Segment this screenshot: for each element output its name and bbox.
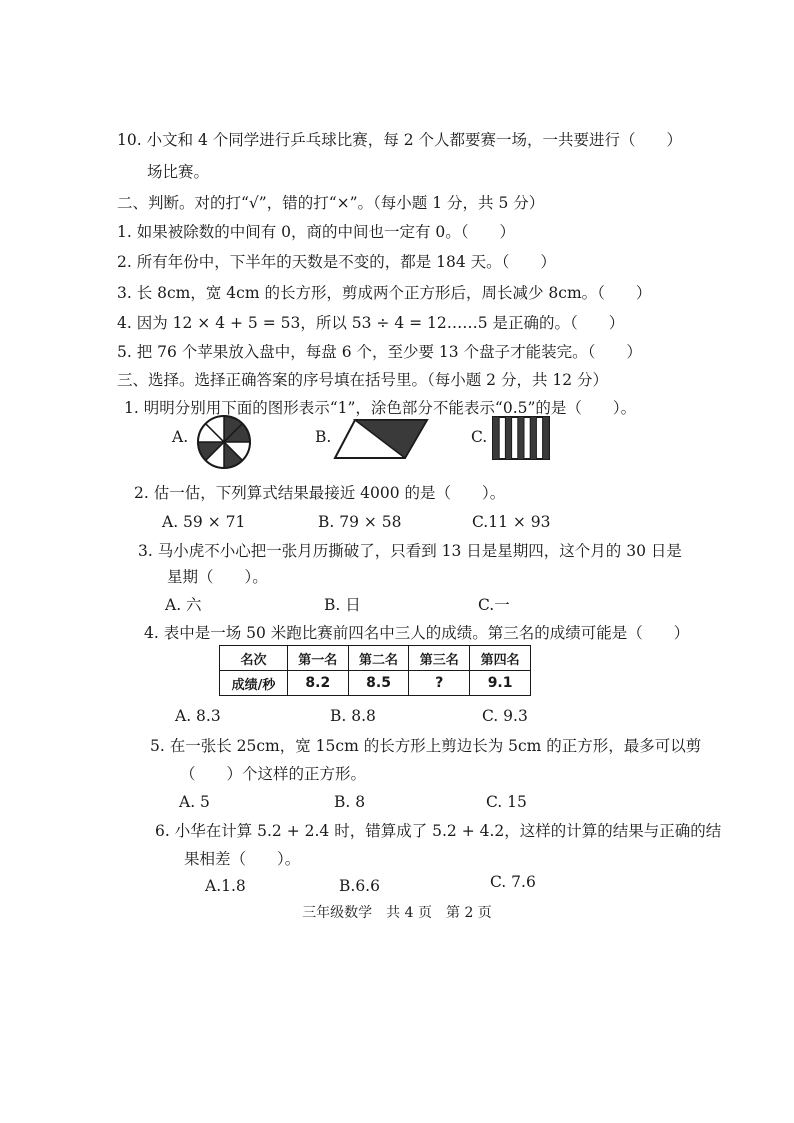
section3-heading: 三、选择。选择正确答案的序号填在括号里。（每小题 2 分，共 12 分） bbox=[117, 371, 609, 389]
judge-item-4: 4. 因为 12 × 4 + 5 = 53，所以 53 ÷ 4 = 12……5 是正确的。（ ） bbox=[117, 314, 625, 332]
table-cell: 8.2 bbox=[287, 671, 348, 696]
choice-q2-text: 2. 估一估，下列算式结果最接近 4000 的是（ ）。 bbox=[134, 484, 506, 502]
section2-heading: 二、判断。对的打“√”，错的打“×”。（每小题 1 分，共 5 分） bbox=[117, 194, 545, 212]
table-cell: 9.1 bbox=[470, 671, 531, 696]
choice-q4-option-b: B. 8.8 bbox=[330, 707, 376, 725]
table-header-cell: 第三名 bbox=[409, 646, 470, 671]
choice-q5-line2: （ ）个这样的正方形。 bbox=[180, 765, 367, 783]
table-cell: 成绩/秒 bbox=[220, 671, 288, 696]
judge-item-5: 5. 把 76 个苹果放入盘中，每盘 6 个，至少要 13 个盘子才能装完。（ ） bbox=[117, 343, 642, 361]
choice-q5-option-c: C. 15 bbox=[486, 793, 527, 811]
choice-q5-line1: 5. 在一张长 25cm，宽 15cm 的长方形上剪边长为 5cm 的正方形，最多可以剪 bbox=[150, 737, 702, 755]
table-row bbox=[220, 671, 531, 696]
page-footer: 三年级数学 共 4 页 第 2 页 bbox=[302, 905, 492, 921]
choice-q1-option-b-label: B. bbox=[315, 428, 332, 446]
fraction-parallelogram-figure bbox=[333, 418, 429, 460]
choice-q3-line1: 3. 马小虎不小心把一张月历撕破了，只看到 13 日是星期四，这个月的 30 日是 bbox=[138, 542, 682, 560]
choice-q6-line2: 果相差（ ）。 bbox=[184, 850, 301, 868]
table-header-cell: 第四名 bbox=[470, 646, 531, 671]
table-header-cell: 名次 bbox=[220, 646, 288, 671]
choice-q3-line2: 星期（ ）。 bbox=[167, 568, 268, 586]
choice-q2-option-c: C.11 × 93 bbox=[472, 513, 551, 531]
table-cell: ? bbox=[409, 671, 470, 696]
choice-q1-option-c-label: C. bbox=[471, 428, 488, 446]
choice-q2-option-b: B. 79 × 58 bbox=[318, 513, 402, 531]
fraction-circle-figure bbox=[196, 414, 252, 470]
race-results-table bbox=[219, 645, 531, 696]
judge-item-2: 2. 所有年份中，下半年的天数是不变的，都是 184 天。（ ） bbox=[117, 253, 556, 271]
q10-line2: 场比赛。 bbox=[147, 163, 210, 181]
choice-q6-option-b: B.6.6 bbox=[339, 877, 380, 895]
table-cell: 8.5 bbox=[348, 671, 409, 696]
choice-q6-line1: 6. 小华在计算 5.2 + 2.4 时，错算成了 5.2 + 4.2，这样的计算的结果与正确的结 bbox=[155, 822, 722, 840]
choice-q5-option-a: A. 5 bbox=[179, 793, 210, 811]
choice-q6-option-a: A.1.8 bbox=[205, 877, 246, 895]
q10-line1: 10. 小文和 4 个同学进行乒乓球比赛，每 2 个人都要赛一场，一共要进行（ ） bbox=[117, 131, 683, 149]
table-header-cell: 第二名 bbox=[348, 646, 409, 671]
table-header-row bbox=[220, 646, 531, 671]
choice-q3-option-b: B. 日 bbox=[324, 596, 361, 614]
judge-item-3: 3. 长 8cm，宽 4cm 的长方形，剪成两个正方形后，周长减少 8cm。（ ） bbox=[117, 284, 652, 302]
table-header-cell: 第一名 bbox=[287, 646, 348, 671]
judge-item-1: 1. 如果被除数的中间有 0，商的中间也一定有 0。（ ） bbox=[117, 223, 516, 241]
choice-q1-option-a-label: A. bbox=[172, 428, 189, 446]
choice-q2-option-a: A. 59 × 71 bbox=[162, 513, 246, 531]
choice-q1-text: 1. 明明分别用下面的图形表示“1”，涂色部分不能表示“0.5”的是（ ）。 bbox=[124, 399, 637, 417]
choice-q5-option-b: B. 8 bbox=[334, 793, 366, 811]
fraction-strips-figure bbox=[492, 416, 550, 460]
choice-q3-option-c: C.一 bbox=[478, 596, 510, 614]
choice-q4-option-c: C. 9.3 bbox=[482, 707, 528, 725]
choice-q3-option-a: A. 六 bbox=[165, 596, 202, 614]
choice-q4-text: 4. 表中是一场 50 米跑比赛前四名中三人的成绩。第三名的成绩可能是（ ） bbox=[144, 624, 690, 642]
choice-q4-option-a: A. 8.3 bbox=[175, 707, 221, 725]
choice-q6-option-c: C. 7.6 bbox=[490, 873, 536, 891]
